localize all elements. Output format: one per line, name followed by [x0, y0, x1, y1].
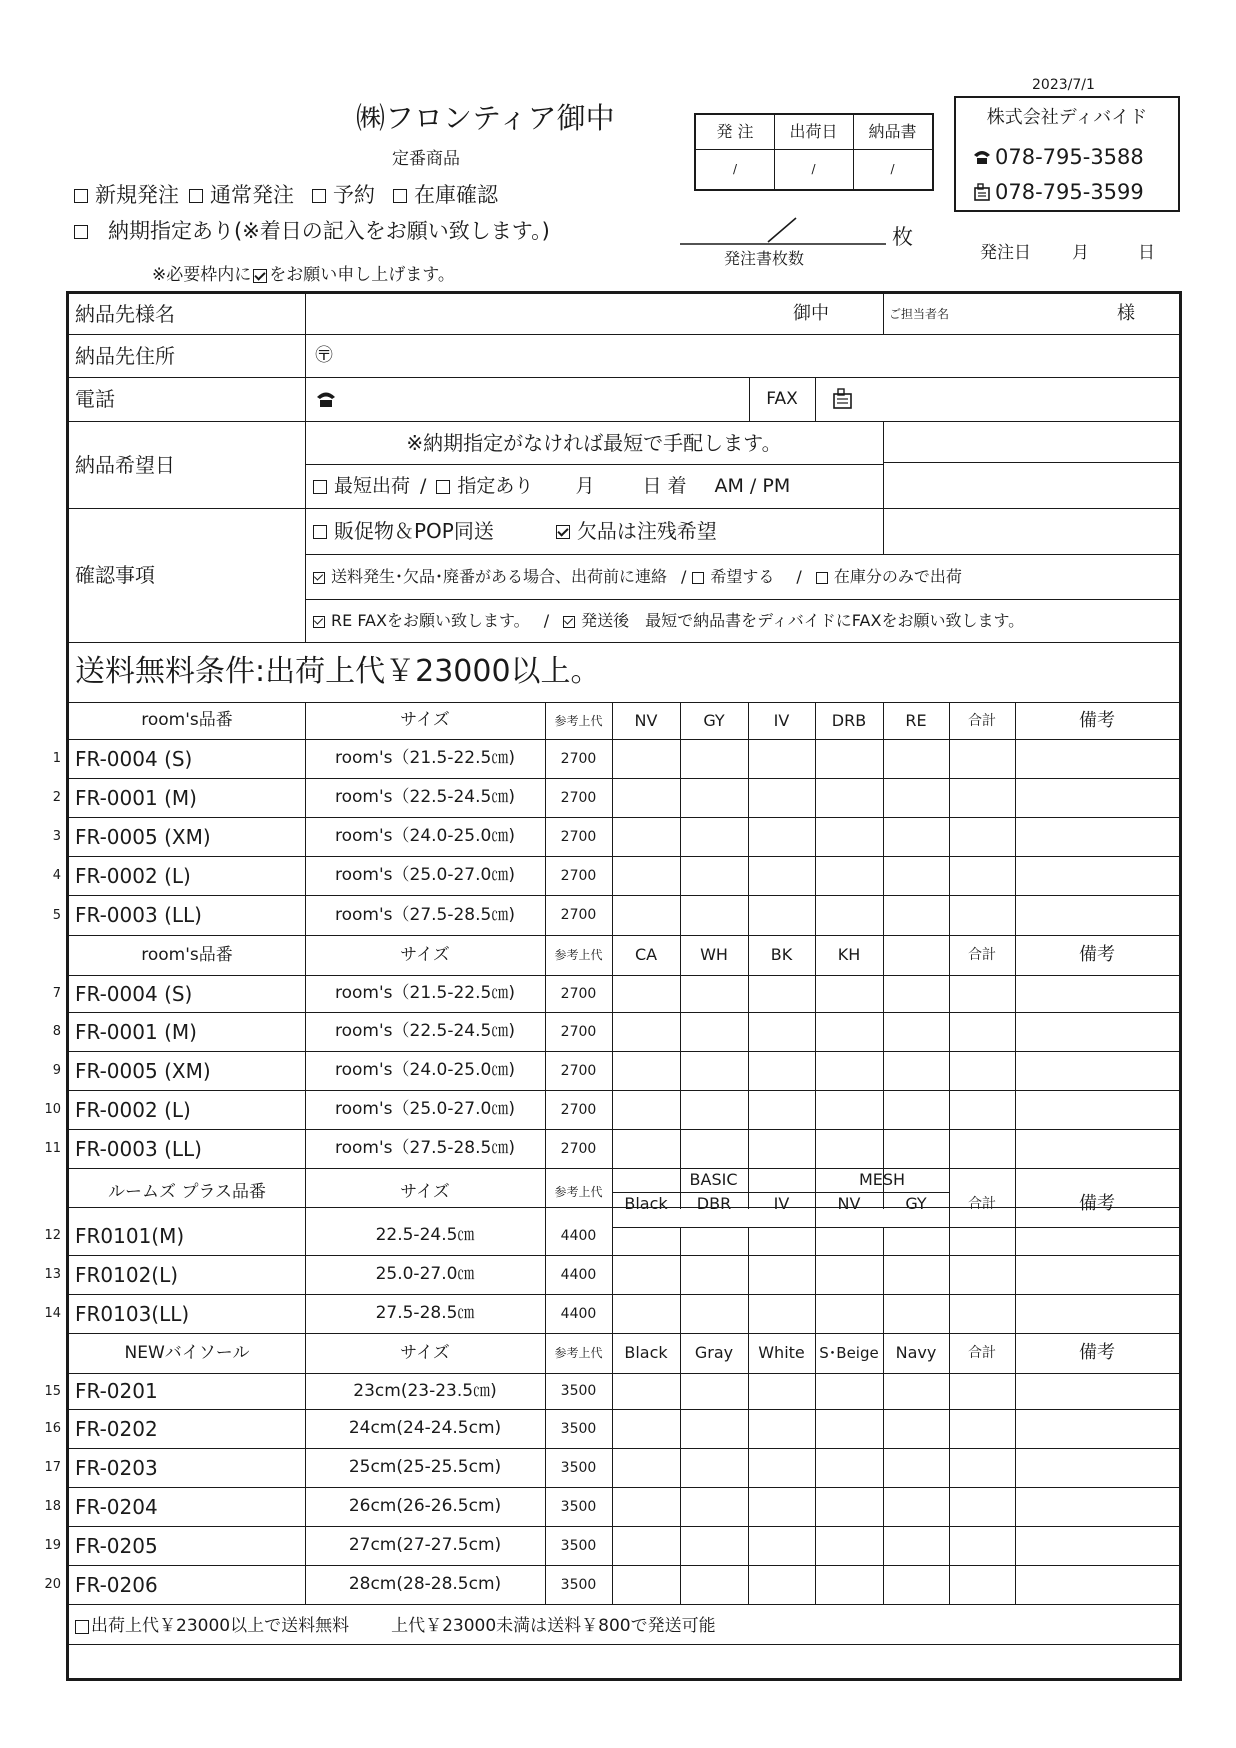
product-size: 24cm(24-24.5cm): [348, 1418, 502, 1438]
product-code: FR-0204: [75, 1494, 158, 1519]
sama-label: 様: [1117, 303, 1135, 324]
col-header-color-1: NV: [634, 710, 658, 730]
order-date-label: 発注日: [980, 242, 1031, 263]
table-row: [52, 817, 1179, 856]
sheet-count-line[interactable]: [680, 212, 890, 248]
quantity-cells[interactable]: [612, 1409, 1179, 1448]
quantity-cells[interactable]: [612, 739, 1179, 778]
row-number: 18: [44, 1499, 61, 1514]
row-number: 5: [52, 907, 61, 923]
fax-machine-icon: [831, 387, 855, 411]
quantity-cells[interactable]: [612, 1294, 1179, 1333]
table-row: [44, 1487, 1179, 1526]
checkbox-icon[interactable]: [74, 225, 88, 239]
col-header-code: room's品番: [141, 944, 233, 965]
product-code: FR-0002 (L): [75, 1097, 191, 1122]
table-row: [52, 895, 1179, 935]
product-code: FR-0201: [75, 1379, 158, 1403]
table-row: [52, 1012, 1179, 1051]
product-price: 2700: [560, 750, 597, 767]
product-code: FR-0203: [75, 1455, 158, 1480]
col-header-size: サイズ: [400, 944, 450, 965]
fax-label: FAX: [766, 388, 798, 409]
product-code: FR-0003 (LL): [75, 1136, 202, 1161]
quantity-cells[interactable]: [612, 1373, 1179, 1409]
checkbox-checked-icon[interactable]: [313, 572, 325, 584]
table-row: [44, 1373, 1179, 1409]
product-code: FR-0205: [75, 1533, 158, 1558]
product-price: 4400: [560, 1227, 597, 1244]
checkbox-icon[interactable]: [816, 572, 828, 584]
fax-machine-icon: [972, 182, 992, 202]
table-row: [44, 1448, 1179, 1487]
col-header-color-2: WH: [700, 945, 728, 964]
stamp-order-slash[interactable]: /: [732, 162, 738, 176]
delivery-date-note: ※納期指定がなければ最短で手配します。: [406, 430, 782, 455]
checkbox-icon[interactable]: [189, 189, 203, 203]
product-size: room's（27.5-28.5㎝): [335, 904, 515, 925]
col-header-color-5: Navy: [895, 1343, 937, 1362]
col-header-remarks: 備考: [1079, 709, 1115, 731]
col-header-color-5: RE: [905, 710, 927, 730]
col-header-color-2: DBR: [696, 1194, 732, 1213]
free-shipping-banner: 送料無料条件:出荷上代￥23000以上。: [75, 654, 601, 689]
product-size: 25cm(25-25.5cm): [348, 1457, 502, 1477]
row-number: 13: [44, 1267, 61, 1282]
row-number: 9: [52, 1063, 61, 1078]
quantity-cells[interactable]: [612, 817, 1179, 856]
product-price: 2700: [560, 1101, 597, 1118]
product-size: room's（25.0-27.0㎝): [335, 865, 515, 885]
product-size: 28cm(28-28.5cm): [348, 1574, 502, 1594]
product-size: 23cm(23-23.5㎝): [353, 1380, 497, 1401]
sheet-count-unit: 枚: [892, 224, 913, 249]
address-label: 納品先住所: [75, 343, 175, 368]
quantity-cells[interactable]: [612, 1487, 1179, 1526]
product-size: room's（24.0-25.0㎝): [335, 826, 515, 846]
product-price: 3500: [560, 1420, 597, 1437]
address-field[interactable]: [309, 334, 1179, 377]
quantity-cells[interactable]: [612, 1448, 1179, 1487]
onchu-label: 御中: [793, 303, 829, 324]
col-header-color-1: Black: [624, 1194, 668, 1213]
table-row: [52, 856, 1179, 895]
company-tel: 078-795-3588: [972, 144, 1144, 170]
product-code: FR-0004 (S): [75, 981, 193, 1006]
col-header-color-4: NV: [837, 1194, 861, 1213]
product-code: FR-0002 (L): [75, 863, 191, 888]
product-size: room's（25.0-27.0㎝): [335, 1099, 515, 1119]
quantity-cells[interactable]: [612, 1255, 1179, 1294]
col-header-color-5: [883, 935, 949, 975]
product-price: 3500: [560, 1576, 597, 1593]
product-price: 2700: [560, 789, 597, 806]
checkbox-icon[interactable]: [312, 189, 326, 203]
col-header-size: サイズ: [400, 1181, 450, 1202]
quantity-cells[interactable]: [612, 1216, 1179, 1255]
checkbox-icon[interactable]: [692, 572, 704, 584]
document-date: 2023/7/1: [1032, 77, 1095, 93]
row-number: 1: [52, 751, 61, 766]
quantity-cells[interactable]: [612, 778, 1179, 817]
fax-field[interactable]: [825, 377, 1179, 421]
row-number: 2: [52, 790, 61, 805]
col-header-color-2: Gray: [694, 1343, 734, 1362]
quantity-cells[interactable]: [612, 1090, 1179, 1129]
table-row: [44, 1129, 1179, 1168]
product-code: FR-0003 (LL): [75, 903, 202, 927]
checkbox-icon[interactable]: [313, 525, 327, 539]
col-header-total: 合計: [968, 1196, 996, 1212]
col-header-price: 参考上代: [554, 713, 603, 728]
col-header-color-3: White: [758, 1343, 805, 1362]
product-size: room's（22.5-24.5㎝): [335, 1021, 515, 1041]
checkbox-checked-icon[interactable]: [563, 616, 575, 628]
option-stock-check[interactable]: 在庫確認: [393, 185, 498, 206]
col-header-color-5: GY: [905, 1194, 927, 1213]
product-size: room's（21.5-22.5㎝): [335, 983, 515, 1003]
dest-name-label: 納品先様名: [75, 302, 175, 326]
product-size: 26cm(26-26.5cm): [348, 1496, 502, 1516]
company-name: 株式会社ディバイド: [986, 107, 1148, 128]
col-header-color-4: KH: [837, 945, 861, 964]
col-header-code: ルームズ プラス品番: [108, 1181, 266, 1202]
table-row: [44, 1216, 1179, 1255]
checkbox-icon[interactable]: [75, 1620, 89, 1634]
product-size: room's（27.5-28.5㎝): [335, 1138, 515, 1158]
product-size: 22.5-24.5㎝: [375, 1225, 475, 1245]
table-row: [52, 739, 1179, 778]
product-price: 2700: [560, 907, 597, 923]
row-number: 16: [44, 1421, 61, 1436]
row-number: 4: [52, 868, 61, 883]
col-header-price: 参考上代: [554, 1185, 603, 1199]
product-price: 3500: [560, 1537, 597, 1554]
delivery-date-label: 納品希望日: [75, 452, 175, 477]
checkmark-icon: [253, 269, 267, 283]
recipient-title: ㈱フロンティア御中: [356, 100, 615, 135]
sheet-count-label: 発注書枚数: [724, 249, 805, 268]
quantity-cells[interactable]: [612, 975, 1179, 1012]
stamp-invoice-header: 納品書: [868, 122, 917, 141]
row-number: 19: [44, 1538, 61, 1553]
product-code: FR0102(L): [75, 1262, 179, 1287]
col-header-price: 参考上代: [554, 948, 603, 962]
row-number: 8: [52, 1024, 61, 1039]
product-size: 27.5-28.5㎝: [375, 1303, 475, 1323]
stamp-box: [694, 113, 934, 191]
col-header-color-1: CA: [634, 945, 658, 964]
col-header-color-4: DRB: [831, 710, 867, 730]
product-price: 3500: [560, 1383, 597, 1399]
company-fax: 078-795-3599: [972, 179, 1144, 205]
product-price: 2700: [560, 1023, 597, 1040]
postal-mark-icon: 〶: [315, 344, 333, 366]
group-header-mesh: MESH: [858, 1170, 906, 1189]
product-price: 4400: [560, 1266, 597, 1283]
checkbox-checked-icon[interactable]: [313, 616, 325, 628]
product-code: FR-0202: [75, 1416, 158, 1441]
phone-icon: [315, 390, 337, 408]
product-code: FR0103(LL): [75, 1301, 190, 1326]
phone-field[interactable]: [309, 377, 749, 421]
product-price: 3500: [560, 1498, 597, 1515]
product-code: FR-0206: [75, 1572, 158, 1597]
table-row: [52, 778, 1179, 817]
checkbox-checked-icon[interactable]: [556, 525, 570, 539]
checkbox-icon[interactable]: [74, 189, 88, 203]
product-price: 2700: [560, 867, 597, 884]
quantity-cells[interactable]: [612, 1012, 1179, 1051]
table-row: [52, 975, 1179, 1012]
quantity-cells[interactable]: [612, 856, 1179, 895]
product-size: room's（21.5-22.5㎝): [335, 748, 515, 768]
option-regular-order[interactable]: 通常発注: [189, 185, 294, 206]
row-number: 17: [44, 1460, 61, 1475]
product-price: 2700: [560, 828, 597, 845]
product-code: FR-0004 (S): [75, 746, 193, 771]
product-code: FR0101(M): [75, 1223, 185, 1248]
product-price: 2700: [560, 1062, 597, 1079]
col-header-code: NEWバイソール: [124, 1342, 250, 1363]
col-header-color-3: BK: [770, 945, 793, 964]
delivery-date-options[interactable]: 最短出荷 / 指定あり 月 日 着 AM / PM: [313, 464, 883, 508]
phone-label: 電話: [75, 387, 115, 411]
quantity-cells[interactable]: [612, 1565, 1179, 1604]
quantity-cells[interactable]: [612, 1526, 1179, 1565]
product-code: FR-0005 (XM): [75, 1058, 211, 1083]
company-box: [954, 96, 1180, 212]
row-number: 7: [52, 986, 61, 1001]
row-number: 11: [44, 1141, 61, 1156]
confirm-label: 確認事項: [75, 563, 155, 587]
col-header-color-1: Black: [624, 1343, 668, 1362]
order-type-options: [74, 181, 498, 209]
option-new-order[interactable]: 新規発注: [74, 185, 179, 206]
col-header-color-3: IV: [773, 1194, 790, 1213]
row-number: 14: [44, 1306, 61, 1321]
checkbox-icon[interactable]: [436, 480, 450, 494]
instruction-text: ※必要枠内に をお願い申し上げます。: [152, 264, 455, 285]
table-row: [52, 1051, 1179, 1090]
row-number: 10: [44, 1102, 61, 1117]
order-month-label[interactable]: 月: [1072, 242, 1089, 263]
table-row: [44, 1255, 1179, 1294]
product-code: FR-0001 (M): [75, 1019, 197, 1044]
phone-icon: [972, 149, 992, 165]
product-price: 4400: [560, 1305, 597, 1322]
confirm-row-2: 送料発生･欠品･廃番がある場合、出荷前に連絡 / 希望する / 在庫分のみで出荷: [313, 554, 1179, 599]
col-header-remarks: 備考: [1079, 1193, 1115, 1214]
checkbox-icon[interactable]: [313, 480, 327, 494]
col-header-total: 合計: [968, 712, 996, 729]
contact-label: ご担当者名: [889, 307, 950, 321]
col-header-price: 参考上代: [554, 1346, 603, 1360]
row-number: 20: [44, 1577, 61, 1592]
delivery-date-option[interactable]: 納期指定あり(※着日の記入をお願い致します。): [74, 217, 550, 245]
table-row: [44, 1565, 1179, 1604]
confirm-row-3: RE FAXをお願い致します。 / 発送後 最短で納品書をディバイドにFAXをお願い致します。: [313, 599, 1179, 642]
row-number: 15: [44, 1383, 61, 1399]
col-header-color-3: IV: [773, 710, 790, 730]
stamp-order-header: 発 注: [716, 122, 754, 141]
stamp-ship-header: 出荷日: [789, 122, 838, 141]
col-header-remarks: 備考: [1079, 944, 1115, 965]
order-day-label[interactable]: 日: [1138, 242, 1155, 263]
col-header-code: room's品番: [141, 710, 233, 730]
product-size: 25.0-27.0㎝: [375, 1264, 475, 1284]
order-form-grid: [44, 291, 1182, 1681]
table-row: [44, 1526, 1179, 1565]
quantity-cells[interactable]: [612, 895, 1179, 935]
product-size: room's（24.0-25.0㎝): [335, 1060, 515, 1080]
row-number: 3: [52, 829, 61, 844]
contact-field[interactable]: [969, 294, 1109, 334]
product-code: FR-0001 (M): [75, 785, 197, 810]
product-price: 3500: [560, 1459, 597, 1476]
table-row: [44, 1090, 1179, 1129]
quantity-cells[interactable]: [612, 1051, 1179, 1090]
col-header-size: サイズ: [400, 1342, 450, 1363]
option-reservation[interactable]: 予約: [312, 185, 375, 206]
col-header-color-2: GY: [703, 710, 725, 730]
quantity-cells[interactable]: [612, 1129, 1179, 1168]
col-header-color-4: S･Beige: [819, 1343, 879, 1362]
confirm-row-1: 販促物＆POP同送 欠品は注残希望: [313, 508, 883, 554]
group-header-basic: BASIC: [689, 1170, 738, 1189]
stamp-invoice-slash[interactable]: /: [890, 162, 895, 176]
col-header-remarks: 備考: [1079, 1342, 1115, 1363]
product-price: 2700: [560, 1140, 597, 1157]
footer-note: 出荷上代￥23000以上で送料無料 上代￥23000未満は送料￥800で発送可能: [75, 1612, 1175, 1640]
product-code: FR-0005 (XM): [75, 824, 211, 849]
table-row: [44, 1409, 1179, 1448]
stamp-ship-slash[interactable]: /: [811, 162, 816, 176]
checkbox-icon[interactable]: [393, 189, 407, 203]
row-number: 12: [44, 1228, 61, 1243]
col-header-size: サイズ: [400, 710, 450, 730]
product-size: 27cm(27-27.5cm): [348, 1535, 502, 1555]
col-header-total: 合計: [968, 1345, 996, 1361]
delivery-date-memo-field[interactable]: [885, 423, 1177, 552]
table-row: [44, 1294, 1179, 1333]
col-header-total: 合計: [968, 947, 996, 963]
category-label: 定番商品: [392, 148, 460, 169]
product-price: 2700: [560, 985, 597, 1002]
product-size: room's（22.5-24.5㎝): [335, 787, 515, 807]
